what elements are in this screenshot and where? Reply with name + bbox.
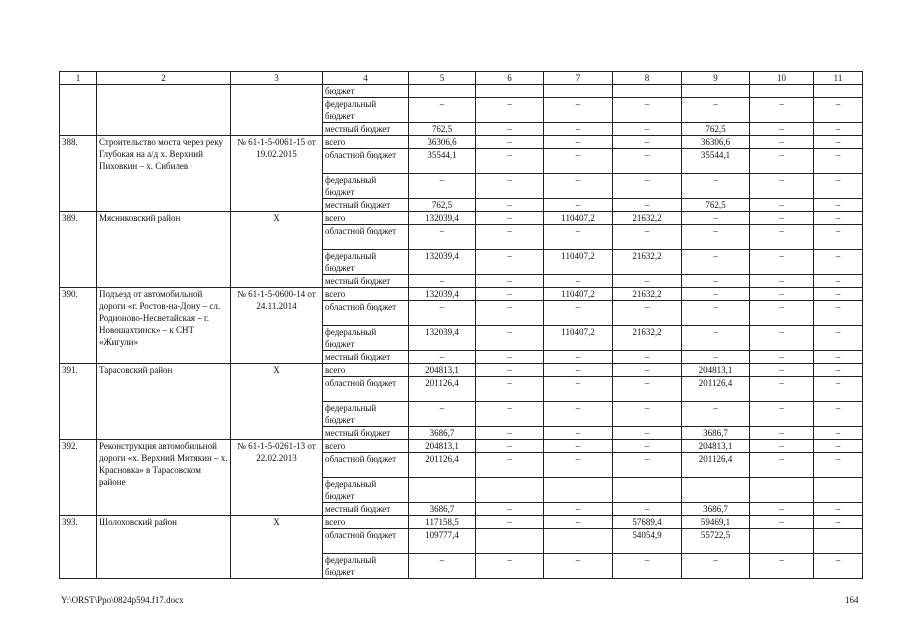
- value-cell: –: [476, 351, 544, 364]
- value-cell: –: [814, 326, 863, 351]
- document-ref: № 61-1-5-0261-13 от 22.02.2013: [231, 440, 323, 516]
- value-cell: –: [750, 364, 814, 377]
- value-cell: [544, 529, 613, 554]
- budget-source: местный бюджет: [323, 123, 409, 136]
- value-cell: –: [750, 174, 814, 199]
- column-header: 7: [544, 72, 613, 85]
- value-cell: –: [544, 364, 613, 377]
- value-cell: 3686,7: [682, 427, 750, 440]
- value-cell: 110407,2: [544, 250, 613, 275]
- value-cell: –: [476, 212, 544, 225]
- value-cell: –: [409, 402, 476, 427]
- value-cell: 110407,2: [544, 212, 613, 225]
- value-cell: –: [814, 440, 863, 453]
- value-cell: –: [750, 123, 814, 136]
- value-cell: –: [682, 225, 750, 250]
- value-cell: –: [750, 440, 814, 453]
- value-cell: 21632,2: [613, 326, 682, 351]
- value-cell: –: [682, 301, 750, 326]
- value-cell: –: [613, 402, 682, 427]
- value-cell: 21632,2: [613, 212, 682, 225]
- row-number: 393.: [60, 516, 97, 579]
- value-cell: –: [544, 402, 613, 427]
- value-cell: 21632,2: [613, 288, 682, 301]
- value-cell: –: [409, 174, 476, 199]
- row-number: 388.: [60, 136, 97, 212]
- column-header: 6: [476, 72, 544, 85]
- value-cell: –: [682, 351, 750, 364]
- value-cell: [682, 85, 750, 98]
- value-cell: –: [409, 351, 476, 364]
- value-cell: –: [476, 516, 544, 529]
- row-number: 392.: [60, 440, 97, 516]
- value-cell: –: [814, 149, 863, 174]
- budget-table: [59, 71, 863, 579]
- value-cell: –: [814, 402, 863, 427]
- value-cell: [409, 85, 476, 98]
- value-cell: –: [476, 123, 544, 136]
- value-cell: 132039,4: [409, 288, 476, 301]
- object-name: Реконструкция автомобильной дороги «х. Верхний Митякин – х. Красновка» в Тарасовском районе: [97, 440, 231, 516]
- column-header: 3: [231, 72, 323, 85]
- row-number: 389.: [60, 212, 97, 288]
- value-cell: –: [613, 440, 682, 453]
- value-cell: [814, 85, 863, 98]
- budget-source: местный бюджет: [323, 199, 409, 212]
- budget-source: всего: [323, 364, 409, 377]
- value-cell: –: [613, 301, 682, 326]
- value-cell: –: [409, 554, 476, 579]
- value-cell: –: [544, 377, 613, 402]
- value-cell: –: [750, 377, 814, 402]
- budget-source: всего: [323, 440, 409, 453]
- budget-source: местный бюджет: [323, 427, 409, 440]
- value-cell: –: [613, 364, 682, 377]
- column-header: 4: [323, 72, 409, 85]
- value-cell: –: [476, 136, 544, 149]
- value-cell: [544, 478, 613, 503]
- document-ref: Х: [231, 516, 323, 579]
- value-cell: –: [750, 136, 814, 149]
- budget-source: федеральный бюджет: [323, 250, 409, 275]
- page-number: 164: [845, 595, 859, 605]
- budget-source: областной бюджет: [323, 225, 409, 250]
- value-cell: –: [750, 351, 814, 364]
- table-row: [60, 212, 863, 225]
- value-cell: –: [544, 503, 613, 516]
- value-cell: –: [682, 212, 750, 225]
- value-cell: 201126,4: [409, 453, 476, 478]
- value-cell: –: [544, 136, 613, 149]
- value-cell: –: [750, 326, 814, 351]
- value-cell: –: [613, 123, 682, 136]
- value-cell: –: [613, 503, 682, 516]
- document-ref: Х: [231, 364, 323, 440]
- value-cell: –: [476, 149, 544, 174]
- value-cell: –: [476, 225, 544, 250]
- document-ref: № 61-1-5-0600-14 от 24.11.2014: [231, 288, 323, 364]
- budget-source: всего: [323, 136, 409, 149]
- budget-source: федеральный бюджет: [323, 174, 409, 199]
- value-cell: –: [476, 301, 544, 326]
- value-cell: –: [814, 516, 863, 529]
- value-cell: –: [814, 250, 863, 275]
- value-cell: [814, 478, 863, 503]
- continued-cell: [97, 85, 231, 136]
- value-cell: –: [750, 225, 814, 250]
- table-row: [60, 440, 863, 453]
- value-cell: –: [750, 149, 814, 174]
- value-cell: –: [476, 427, 544, 440]
- object-name: Мясниковский район: [97, 212, 231, 288]
- value-cell: –: [750, 554, 814, 579]
- value-cell: –: [750, 516, 814, 529]
- value-cell: 132039,4: [409, 250, 476, 275]
- document-ref: Х: [231, 212, 323, 288]
- value-cell: 35544,1: [682, 149, 750, 174]
- table-row: [60, 136, 863, 149]
- value-cell: –: [814, 427, 863, 440]
- budget-source: областной бюджет: [323, 301, 409, 326]
- value-cell: –: [814, 453, 863, 478]
- budget-source: всего: [323, 516, 409, 529]
- column-header: 5: [409, 72, 476, 85]
- value-cell: –: [476, 453, 544, 478]
- value-cell: –: [544, 516, 613, 529]
- value-cell: –: [613, 136, 682, 149]
- value-cell: –: [476, 250, 544, 275]
- value-cell: [750, 85, 814, 98]
- value-cell: –: [814, 275, 863, 288]
- column-header: 11: [814, 72, 863, 85]
- value-cell: –: [613, 149, 682, 174]
- value-cell: –: [476, 554, 544, 579]
- value-cell: –: [544, 199, 613, 212]
- value-cell: 36306,6: [409, 136, 476, 149]
- value-cell: –: [613, 453, 682, 478]
- value-cell: [476, 529, 544, 554]
- value-cell: 21632,2: [613, 250, 682, 275]
- value-cell: 204813,1: [409, 364, 476, 377]
- value-cell: –: [750, 301, 814, 326]
- value-cell: 201126,4: [682, 377, 750, 402]
- value-cell: –: [476, 199, 544, 212]
- document-ref: № 61-1-5-0061-15 от 19.02.2015: [231, 136, 323, 212]
- value-cell: –: [814, 174, 863, 199]
- value-cell: –: [476, 364, 544, 377]
- table-row: [60, 516, 863, 529]
- value-cell: –: [682, 288, 750, 301]
- value-cell: –: [814, 364, 863, 377]
- value-cell: [476, 478, 544, 503]
- budget-source: федеральный бюджет: [323, 402, 409, 427]
- value-cell: –: [814, 377, 863, 402]
- column-header: 1: [60, 72, 97, 85]
- value-cell: –: [476, 326, 544, 351]
- value-cell: 3686,7: [409, 427, 476, 440]
- value-cell: –: [814, 123, 863, 136]
- value-cell: 59469,1: [682, 516, 750, 529]
- value-cell: –: [613, 275, 682, 288]
- object-name: Тарасовский район: [97, 364, 231, 440]
- value-cell: 117158,5: [409, 516, 476, 529]
- budget-source: областной бюджет: [323, 453, 409, 478]
- value-cell: –: [682, 402, 750, 427]
- value-cell: –: [544, 351, 613, 364]
- value-cell: –: [476, 402, 544, 427]
- value-cell: –: [750, 212, 814, 225]
- value-cell: –: [613, 225, 682, 250]
- value-cell: 762,5: [409, 199, 476, 212]
- value-cell: –: [750, 275, 814, 288]
- object-name: Шолоховский район: [97, 516, 231, 579]
- row-number: 391.: [60, 364, 97, 440]
- continued-cell: [60, 85, 97, 136]
- value-cell: –: [613, 98, 682, 123]
- table-row: [60, 85, 863, 98]
- value-cell: [544, 85, 613, 98]
- value-cell: –: [544, 427, 613, 440]
- value-cell: –: [544, 98, 613, 123]
- value-cell: –: [750, 199, 814, 212]
- budget-source: местный бюджет: [323, 351, 409, 364]
- value-cell: –: [476, 377, 544, 402]
- value-cell: –: [409, 225, 476, 250]
- budget-source: федеральный бюджет: [323, 554, 409, 579]
- value-cell: –: [682, 98, 750, 123]
- value-cell: –: [544, 453, 613, 478]
- value-cell: 762,5: [682, 123, 750, 136]
- budget-source: областной бюджет: [323, 529, 409, 554]
- budget-source: федеральный бюджет: [323, 98, 409, 123]
- value-cell: –: [814, 225, 863, 250]
- value-cell: –: [682, 554, 750, 579]
- value-cell: –: [544, 174, 613, 199]
- value-cell: 762,5: [682, 199, 750, 212]
- value-cell: –: [613, 174, 682, 199]
- value-cell: –: [814, 288, 863, 301]
- value-cell: [682, 478, 750, 503]
- value-cell: –: [814, 212, 863, 225]
- footer-file-path: Y:\ORST\Ppo\0824p594.f17.docx: [61, 595, 184, 605]
- row-number: 390.: [60, 288, 97, 364]
- value-cell: [613, 478, 682, 503]
- value-cell: –: [544, 275, 613, 288]
- value-cell: –: [476, 288, 544, 301]
- value-cell: –: [750, 250, 814, 275]
- value-cell: 3686,7: [409, 503, 476, 516]
- value-cell: –: [544, 554, 613, 579]
- value-cell: 3686,7: [682, 503, 750, 516]
- value-cell: 204813,1: [682, 364, 750, 377]
- column-header: 10: [750, 72, 814, 85]
- value-cell: 36306,6: [682, 136, 750, 149]
- value-cell: –: [814, 351, 863, 364]
- value-cell: –: [544, 149, 613, 174]
- value-cell: 110407,2: [544, 288, 613, 301]
- value-cell: –: [814, 98, 863, 123]
- value-cell: –: [750, 503, 814, 516]
- value-cell: –: [409, 301, 476, 326]
- value-cell: –: [814, 136, 863, 149]
- column-header: 9: [682, 72, 750, 85]
- value-cell: 54054,9: [613, 529, 682, 554]
- value-cell: [750, 529, 814, 554]
- value-cell: [613, 85, 682, 98]
- value-cell: 132039,4: [409, 212, 476, 225]
- value-cell: –: [750, 402, 814, 427]
- value-cell: –: [544, 225, 613, 250]
- budget-source: всего: [323, 212, 409, 225]
- value-cell: –: [476, 98, 544, 123]
- budget-source: областной бюджет: [323, 377, 409, 402]
- budget-source: местный бюджет: [323, 275, 409, 288]
- value-cell: [750, 478, 814, 503]
- table-header-row: [60, 72, 863, 85]
- value-cell: 109777,4: [409, 529, 476, 554]
- table-row: [60, 288, 863, 301]
- value-cell: 204813,1: [682, 440, 750, 453]
- value-cell: –: [814, 554, 863, 579]
- continued-cell: [231, 85, 323, 136]
- value-cell: [814, 529, 863, 554]
- value-cell: –: [476, 503, 544, 516]
- value-cell: –: [544, 440, 613, 453]
- value-cell: –: [682, 250, 750, 275]
- budget-source: местный бюджет: [323, 503, 409, 516]
- budget-source: бюджет: [323, 85, 409, 98]
- value-cell: –: [750, 427, 814, 440]
- value-cell: 132039,4: [409, 326, 476, 351]
- value-cell: –: [476, 275, 544, 288]
- value-cell: –: [544, 123, 613, 136]
- value-cell: –: [544, 301, 613, 326]
- budget-source: федеральный бюджет: [323, 478, 409, 503]
- value-cell: –: [814, 199, 863, 212]
- value-cell: 55722,5: [682, 529, 750, 554]
- budget-source: всего: [323, 288, 409, 301]
- value-cell: 57689,4: [613, 516, 682, 529]
- value-cell: –: [613, 427, 682, 440]
- value-cell: –: [682, 275, 750, 288]
- value-cell: –: [613, 351, 682, 364]
- value-cell: –: [409, 98, 476, 123]
- column-header: 8: [613, 72, 682, 85]
- value-cell: –: [682, 326, 750, 351]
- value-cell: –: [409, 275, 476, 288]
- value-cell: 110407,2: [544, 326, 613, 351]
- table-row: [60, 364, 863, 377]
- value-cell: –: [476, 440, 544, 453]
- object-name: Строительство моста через реку Глубокая на а/д х. Верхний Пиховкин – х. Сибилев: [97, 136, 231, 212]
- value-cell: –: [613, 554, 682, 579]
- value-cell: –: [814, 503, 863, 516]
- object-name: Подъезд от автомобильной дороги «г. Ростов-на-Дону – сл. Родионово-Несветайская – г. Новошахтинск» – к СНТ «Жигули»: [97, 288, 231, 364]
- value-cell: –: [613, 199, 682, 212]
- value-cell: [409, 478, 476, 503]
- value-cell: –: [750, 98, 814, 123]
- value-cell: [476, 85, 544, 98]
- value-cell: –: [613, 377, 682, 402]
- value-cell: 204813,1: [409, 440, 476, 453]
- value-cell: 201126,4: [682, 453, 750, 478]
- value-cell: 762,5: [409, 123, 476, 136]
- value-cell: –: [682, 174, 750, 199]
- value-cell: –: [476, 174, 544, 199]
- column-header: 2: [97, 72, 231, 85]
- value-cell: 201126,4: [409, 377, 476, 402]
- value-cell: –: [750, 288, 814, 301]
- budget-source: федеральный бюджет: [323, 326, 409, 351]
- budget-source: областной бюджет: [323, 149, 409, 174]
- value-cell: –: [814, 301, 863, 326]
- value-cell: 35544,1: [409, 149, 476, 174]
- value-cell: –: [750, 453, 814, 478]
